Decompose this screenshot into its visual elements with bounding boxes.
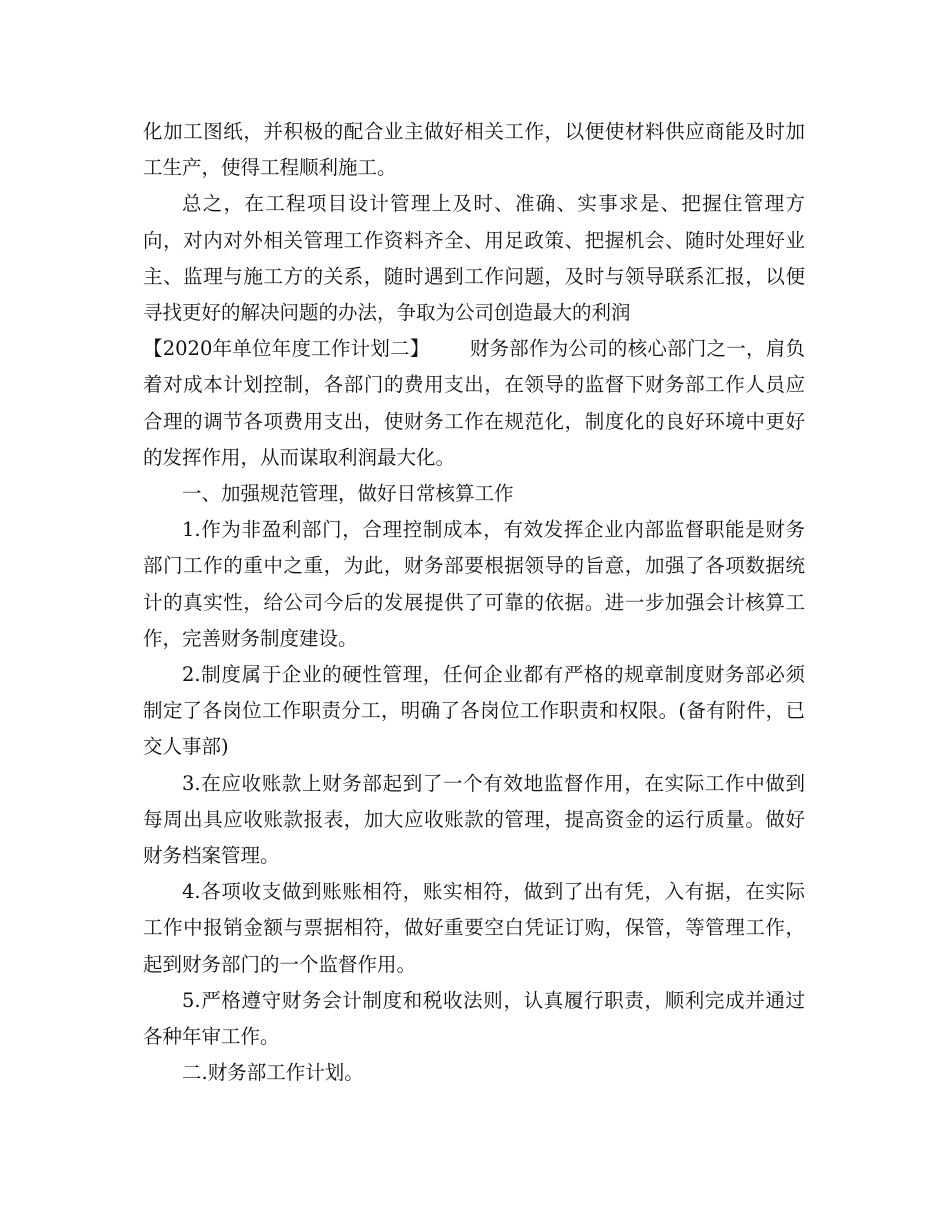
- section-heading-two: 二.财务部工作计划。: [182, 1061, 364, 1085]
- list-item-3: 3.在应收账款上财务部起到了一个有效地监督作用，在实际工作中做到每周出具应收账款报表，加大应收账款的管理，提高资金的运行质量。做好财务档案管理。: [143, 771, 805, 868]
- section-heading-plan-two: 【2020年单位年度工作计划二】: [143, 337, 430, 361]
- list-item-4: 4.各项收支做到账账相符，账实相符，做到了出有凭，入有据，在实际工作中报销金额与票据相符，做好重要空白凭证订购，保管，等管理工作，起到财务部门的一个监督作用。: [143, 880, 805, 976]
- list-item-1: 1.作为非盈利部门，合理控制成本，有效发挥企业内部监督职能是财务部门工作的重中之重，为此，财务部要根据领导的旨意，加强了各项数据统计的真实性，给公司今后的发展提供了可靠的依据。进一步加强会计核算工作，完善财务制度建设。: [143, 518, 805, 650]
- paragraph-plan-two: [143, 331, 805, 476]
- document-body: [143, 114, 805, 1091]
- paragraph-plan-two-text: 财务部作为公司的核心部门之一，肩负着对成本计划控制，各部门的费用支出，在领导的监督下财务部工作人员应合理的调节各项费用支出，使财务工作在规范化，制度化的良好环境中更好的发挥作用，从而谋取利润最大化。: [143, 337, 805, 469]
- list-item-5: 5.严格遵守财务会计制度和税收法则，认真履行职责，顺利完成并通过各种年审工作。: [143, 988, 805, 1049]
- paragraph-conclusion: 总之，在工程项目设计管理上及时、准确、实事求是、把握住管理方向，对内对外相关管理工作资料齐全、用足政策、把握机会、随时处理好业主、监理与施工方的关系，随时遇到工作问题，及时与领导联系汇报，以便寻找更好的解决问题的办法，争取为公司创造最大的利润: [143, 192, 805, 325]
- list-item-2: 2.制度属于企业的硬性管理，任何企业都有严格的规章制度财务部必须制定了各岗位工作职责分工，明确了各岗位工作职责和权限。(备有附件，已交人事部): [143, 663, 805, 759]
- section-heading-one: 一、加强规范管理，做好日常核算工作: [182, 482, 514, 506]
- paragraph-1: 化加工图纸，并积极的配合业主做好相关工作，以便使材料供应商能及时加工生产，使得工程顺利施工。: [143, 120, 805, 180]
